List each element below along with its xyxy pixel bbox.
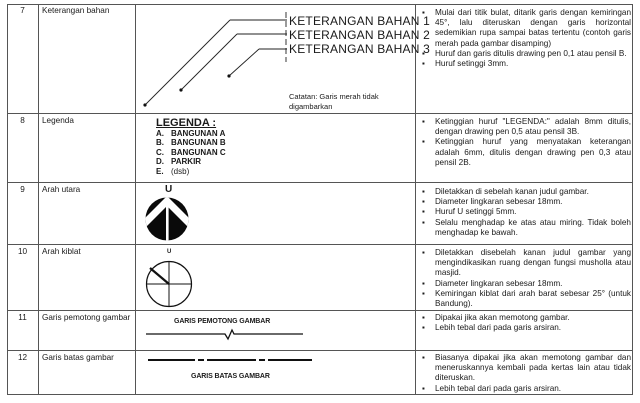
row-number: 10 [17, 247, 28, 256]
drawing-note: Catatan: Garis merah tidak digambarkan [289, 92, 379, 111]
description-bullet: ▪ Dipakai jika akan memotong gambar. [419, 313, 631, 323]
legend-item: BANGUNAN B [171, 138, 226, 148]
boundary-line-symbol [7, 4, 633, 395]
row-number: 11 [18, 313, 27, 322]
description-bullet: ▪ Huruf setinggi 3mm. [419, 59, 631, 69]
description-bullet: ▪ Huruf U setinggi 5mm. [419, 207, 631, 217]
legend-title: LEGENDA : [156, 117, 217, 129]
material-label-2: KETERANGAN BAHAN 2 [289, 28, 430, 42]
row-number: 7 [20, 6, 25, 15]
north-letter: U [167, 249, 172, 255]
row-description [419, 353, 631, 394]
row-number: 8 [20, 116, 25, 125]
legend-item: BANGUNAN A [171, 128, 226, 138]
description-bullet: ▪ Lebih tebal dari pada garis arsiran. [419, 384, 631, 394]
description-bullet: ▪ Huruf dan garis ditulis drawing pen 0,1 atau pensil B. [419, 49, 631, 59]
row-name: Keterangan bahan [42, 6, 110, 15]
boundary-line-label: GARIS BATAS GAMBAR [191, 373, 270, 380]
row-name: Arah utara [42, 185, 81, 194]
description-bullet: ▪ Lebih tebal dari pada garis arsiran. [419, 323, 631, 333]
row-name: Garis pemotong gambar [42, 313, 131, 322]
description-bullet: ▪ Diameter lingkaran sebesar 18mm. [419, 279, 631, 289]
material-label-3: KETERANGAN BAHAN 3 [289, 42, 430, 56]
row-number: 9 [20, 185, 25, 194]
row-name: Arah kiblat [42, 247, 81, 256]
row-name: Legenda [42, 116, 74, 125]
description-bullet: ▪ Mulai dari titik bulat, ditarik garis dengan kemiringan 45°, lalu diteruskan dengan garis horizontal sedemikian rupa sampai batas tertentu (contoh garis merah pada gambar disamping) [419, 8, 631, 49]
description-bullet: ▪ Ketinggian huruf yang menyatakan keterangan adalah 6mm, ditulis dengan drawing pen 0,3 atau pensil 2B. [419, 137, 631, 168]
row-number: 12 [17, 353, 28, 362]
legend-item: PARKIR [171, 157, 202, 167]
description-bullet: ▪ Selalu menghadap ke atas atau miring. Tidak boleh menghadap ke bawah. [419, 218, 631, 238]
legend-item: BANGUNAN C [171, 147, 226, 157]
cutting-line-label: GARIS PEMOTONG GAMBAR [174, 318, 271, 325]
description-bullet: ▪ Diletakkan di sebelah kanan judul gambar. [419, 187, 631, 197]
description-bullet: ▪ Diletakkan disebelah kanan judul gambar yang mengindikasikan ruang dengan fungsi musholla atau masjid. [419, 248, 631, 279]
drawing-symbols-table [7, 4, 633, 395]
legend-item: (dsb) [171, 166, 190, 176]
description-bullet: ▪ Kemiringan kiblat dari arah barat sebesar 25° (untuk Bandung). [419, 289, 631, 309]
legend-sample: LEGENDA : A. BANGUNAN A B. BANGUNAN B C. BANGUNAN C D. PARKIR E. (dsb) [156, 117, 226, 176]
material-label-1: KETERANGAN BAHAN 1 [289, 14, 430, 28]
description-bullet: ▪ Ketinggian huruf "LEGENDA:" adalah 8mm ditulis, dengan drawing pen 0,5 atau pensil 3B. [419, 117, 631, 137]
row-name: Garis batas gambar [42, 353, 114, 362]
description-bullet: ▪ Diameter lingkaran sebesar 18mm. [419, 197, 631, 207]
north-letter: U [165, 184, 173, 195]
description-bullet: ▪ Biasanya dipakai jika akan memotong gambar dan meneruskannya kembali pada kertas lain atau tidak diteruskan. [419, 353, 631, 384]
